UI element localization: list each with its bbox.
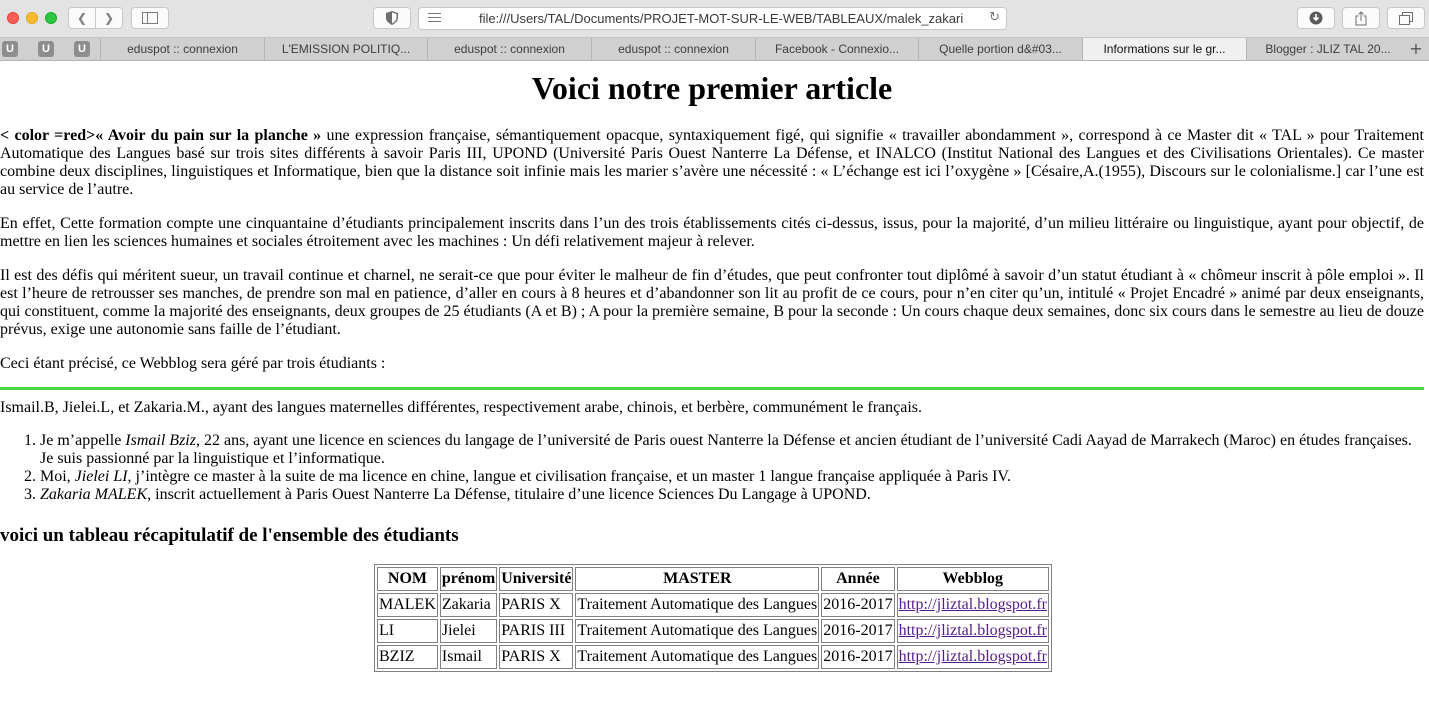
table-title: voici un tableau récapitulatif de l'ensemble des étudiants	[0, 525, 459, 546]
student-list	[0, 432, 1424, 504]
list-item	[40, 432, 1424, 468]
table-cell: Traitement Automatique des Langues	[575, 593, 819, 617]
download-icon	[1309, 11, 1323, 25]
table-cell: Traitement Automatique des Langues	[575, 645, 819, 669]
tab-label: Facebook - Connexio...	[774, 42, 900, 56]
pinned-tab[interactable]: U	[38, 41, 54, 57]
tab-label: eduspot :: connexion	[454, 42, 565, 56]
column-header: MASTER	[575, 567, 819, 591]
sidebar-toggle-button[interactable]	[131, 7, 169, 29]
table-cell: LI	[377, 619, 438, 643]
table-row	[377, 593, 1049, 617]
show-tabs-button[interactable]	[1387, 7, 1425, 29]
table-cell: 2016-2017	[821, 593, 894, 617]
intro-text: une expression française, sémantiquement opacque, syntaxiquement figé, qui signifie « travailler abondamment », correspond à ce Master dit « TAL » pour Traitement Automatique des Langues basé sur trois sites différents à savoir Paris III, UPOND (Université Paris Ouest Nanterre La Défense, et INALCO (Institut National des Langues et des Civilisations Orientales). Ce master combine deux disciplines, linguistiques et Informatique, bien que la distance soit infinie mais les marier s’avère une nécessité : « L’échange est ici l’oxygène » [Césaire,A.(1955), Discours sur le colonialisme.] car l’une est au service de l’autre.	[0, 127, 1425, 198]
tab-label: Blogger : JLIZ TAL 20...	[1265, 42, 1391, 56]
list-item-text: Je m’appelle	[40, 432, 126, 449]
tab[interactable]	[591, 38, 755, 60]
tab[interactable]	[918, 38, 1082, 60]
page-content	[0, 62, 1429, 725]
share-icon	[1355, 11, 1367, 26]
table-cell: PARIS X	[499, 593, 573, 617]
privacy-report-button[interactable]	[373, 7, 411, 29]
list-item-text: , 22 ans, ayant une licence en sciences du langage de l’université de Paris ouest Nanterre la Défense et ancien étudiant de l’université Cadi Aayad de Marrakech (Maroc) en études françaises. Je suis passionné par la linguistique et l’informatique.	[40, 432, 1412, 467]
sidebar-icon	[142, 12, 158, 24]
tab-label: L'EMISSION POLITIQ...	[281, 42, 411, 56]
table-cell: 2016-2017	[821, 619, 894, 643]
table-cell: Jielei	[440, 619, 497, 643]
webblog-link[interactable]: http://jliztal.blogspot.fr	[898, 622, 1047, 639]
student-name: Zakaria MALEK	[40, 486, 148, 503]
address-text: file:///Users/TAL/Documents/PROJET-MOT-SUR-LE-WEB/TABLEAUX/malek_zakari	[479, 11, 964, 26]
table-header-row	[377, 567, 1049, 591]
tab[interactable]	[264, 38, 427, 60]
horizontal-rule	[0, 387, 1424, 390]
list-item-text: Moi,	[40, 468, 75, 485]
table-cell: Zakaria	[440, 593, 497, 617]
table-cell: BZIZ	[377, 645, 438, 669]
list-item	[40, 486, 1424, 504]
students-table	[374, 564, 1052, 672]
paragraph-webblog: Ceci étant précisé, ce Webblog sera géré par trois étudiants :	[0, 355, 386, 372]
table-cell: PARIS III	[499, 619, 573, 643]
close-window-button[interactable]	[7, 12, 19, 24]
reader-icon[interactable]	[428, 13, 441, 25]
share-button[interactable]	[1342, 7, 1380, 29]
address-bar[interactable]	[418, 7, 1007, 30]
table-cell: Traitement Automatique des Langues	[575, 619, 819, 643]
reload-icon[interactable]: ↻	[989, 10, 1000, 25]
table-row	[377, 645, 1049, 669]
minimize-window-button[interactable]	[26, 12, 38, 24]
pinned-tab[interactable]: U	[2, 41, 18, 57]
table-cell: Ismail	[440, 645, 497, 669]
column-header: Webblog	[897, 567, 1049, 591]
maximize-window-button[interactable]	[45, 12, 57, 24]
tab-active[interactable]	[1082, 38, 1246, 60]
tab-label: Informations sur le gr...	[1103, 42, 1226, 56]
tab-bar	[0, 38, 1429, 61]
list-item	[40, 468, 1424, 486]
list-item-text: , j’intègre ce master à la suite de ma licence en chine, langue et civilisation française, et un master 1 langue française appliquée à Paris IV.	[127, 468, 1011, 485]
page-title: Voici notre premier article	[531, 70, 893, 106]
tabs-overview-icon	[1399, 12, 1413, 25]
table-row	[377, 619, 1049, 643]
table-cell	[897, 619, 1049, 643]
table-cell: PARIS X	[499, 645, 573, 669]
tab-label: eduspot :: connexion	[618, 42, 729, 56]
tab[interactable]	[755, 38, 918, 60]
chevron-right-icon: ❯	[103, 11, 115, 25]
tab[interactable]	[1246, 38, 1409, 60]
list-item-text: , inscrit actuellement à Paris Ouest Nanterre La Défense, titulaire d’une licence Sciences Du Langage à UPOND.	[147, 486, 871, 503]
column-header: NOM	[377, 567, 438, 591]
paragraph-intro	[0, 127, 1424, 199]
table-cell	[897, 593, 1049, 617]
tab-label: eduspot :: connexion	[127, 42, 238, 56]
student-name: Jielei LI	[74, 468, 128, 485]
intro-bold: < color =red>« Avoir du pain sur la planche »	[0, 127, 322, 144]
downloads-button[interactable]	[1297, 7, 1335, 29]
webblog-link[interactable]: http://jliztal.blogspot.fr	[898, 596, 1047, 613]
new-tab-button[interactable]: +	[1409, 39, 1423, 58]
paragraph-students: Ismail.B, Jielei.L, et Zakaria.M., ayant des langues maternelles différentes, respectivement arabe, chinois, et berbère, communément le français.	[0, 399, 923, 416]
back-button[interactable]	[68, 7, 96, 29]
browser-toolbar	[0, 0, 1429, 38]
table-cell: MALEK	[377, 593, 438, 617]
tab[interactable]	[427, 38, 591, 60]
student-name: Ismail Bziz	[125, 432, 196, 449]
chevron-left-icon: ❮	[76, 11, 88, 25]
column-header: Année	[821, 567, 894, 591]
webblog-link[interactable]: http://jliztal.blogspot.fr	[898, 648, 1047, 665]
pinned-tab[interactable]: U	[74, 41, 90, 57]
tab-label: Quelle portion d&#03...	[939, 42, 1062, 56]
column-header: Université	[499, 567, 573, 591]
shield-icon	[386, 11, 398, 25]
tab[interactable]	[100, 38, 264, 60]
column-header: prénom	[440, 567, 497, 591]
paragraph-formation: En effet, Cette formation compte une cinquantaine d’étudiants principalement inscrits dans l’un des trois établissements cités ci-dessus, issus, pour la majorité, d’un milieu littéraire ou linguistique, ayant pour objectif, de mettre en lien les sciences humaines et sociales étroitement avec les machines : Un défi relativement majeur à relever.	[0, 215, 1424, 250]
paragraph-defis: Il est des défis qui méritent sueur, un travail continue et charnel, ne serait-ce que pour éviter le malheur de fin d’études, que peut confronter tout diplômé à savoir d’un statut étudiant à « chômeur inscrit à pôle emploi ». Il est l’heure de retrousser ses manches, de prendre son mal en patience, d’aller en cours à 8 heures et d’abandonner son lit au profit de ce cours, pour n’en citer qu’un, intitulé « Projet Encadré » animé par deux enseignants, qui constituent, comme la majorité des enseignants, deux groupes de 25 étudiants (A et B) ; A pour la première semaine, B pour la seconde : Un cours chaque deux semaines, donc six cours dans le semestre au lieu de douze prévus, exige une autonomie sans faille de l’étudiant.	[0, 267, 1424, 338]
forward-button[interactable]	[95, 7, 123, 29]
table-cell	[897, 645, 1049, 669]
table-cell: 2016-2017	[821, 645, 894, 669]
